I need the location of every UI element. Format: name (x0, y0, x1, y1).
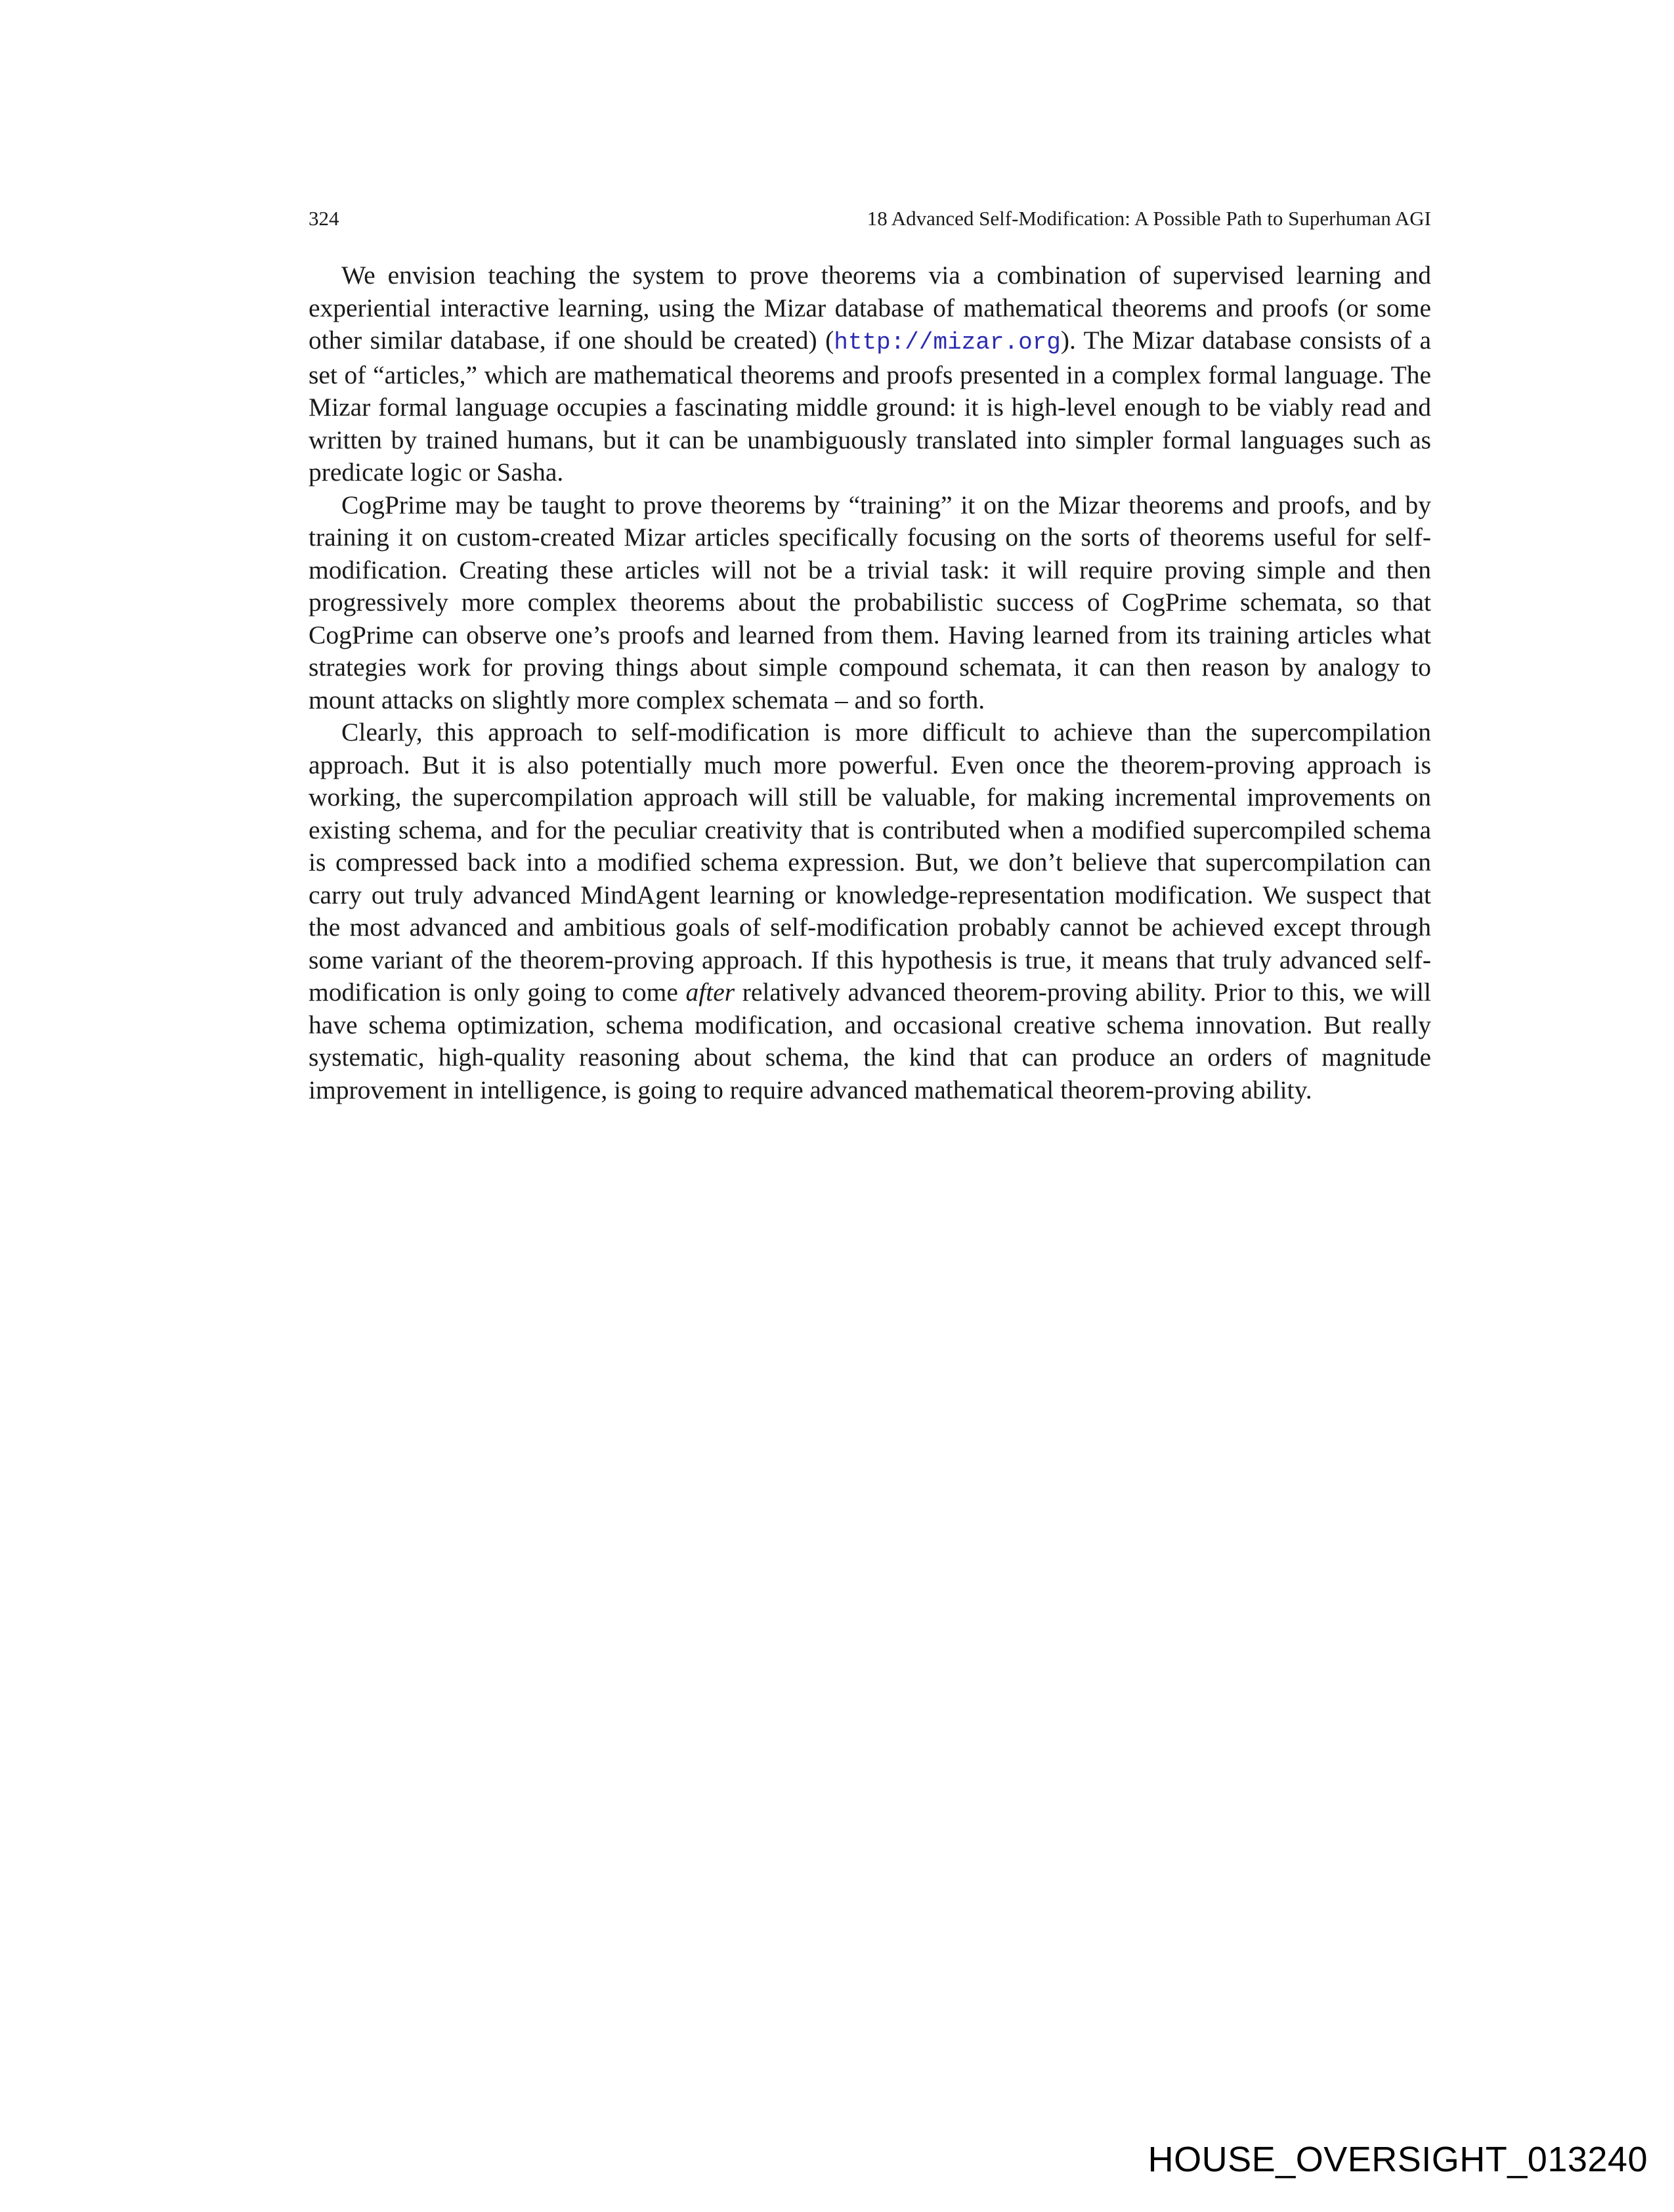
body-text (309, 259, 1431, 1106)
paragraph-3-text-a: Clearly, this approach to self-modification is more difficult to achieve than the supercompilation approach. But it is also potentially much more powerful. Even once the theorem-proving approach is working, the supercompilation approach will still be valuable, for making incremental improvements on existing schema, and for the peculiar creativity that is contributed when a modified supercompiled schema is compressed back into a modified schema expression. But, we don’t believe that supercompilation can carry out truly advanced MindAgent learning or knowledge-representation modification. We suspect that the most advanced and ambitious goals of self-modification probably cannot be achieved except through some variant of the theorem-proving approach. If this hypothesis is true, it means that truly advanced self-modification is only going to come (309, 718, 1431, 1007)
running-title: 18 Advanced Self-Modification: A Possible Path to Superhuman AGI (867, 207, 1431, 230)
page-number: 324 (309, 207, 339, 230)
paragraph-3-text-b: relatively advanced theorem-proving ability. Prior to this, we will have schema optimization, schema modification, and occasional creative schema innovation. But really systematic, high-quality reasoning about schema, the kind that can produce an orders of magnitude improvement in intelligence, is going to require advanced mathematical theorem-proving ability. (309, 978, 1432, 1104)
mizar-link[interactable]: http://mizar.org (834, 329, 1061, 356)
paragraph-1-text-b: ). The Mizar database consists of a set of “articles,” which are mathematical theorems and proofs presented in a complex formal language. The Mizar formal language occupies a fascinating middle ground: it is high-level enough to be viably read and written by trained humans, but it can be unambiguously translated into simpler formal languages such as predicate logic or Sasha. (309, 326, 1431, 487)
paragraph-3 (309, 716, 1431, 1106)
page-header (309, 207, 1431, 240)
paragraph-1-text-a: We envision teaching the system to prove theorems via a combination of supervised learning and experiential interactive learning, using the Mizar database of mathematical theorems and proofs (or some other similar database, if one should be created) ( (309, 261, 1431, 355)
bates-stamp: HOUSE_OVERSIGHT_013240 (1148, 2140, 1648, 2179)
paragraph-2: CogPrime may be taught to prove theorems by “training” it on the Mizar theorems and proofs, and by training it on custom-created Mizar articles specifically focusing on the sorts of theorems useful for self-modification. Creating these articles will not be a trivial task: it will require proving simple and then progressively more complex theorems about the probabilistic success of CogPrime schemata, so that CogPrime can observe one’s proofs and learned from them. Having learned from its training articles what strategies work for proving things about simple compound schemata, it can then reason by analogy to mount attacks on slightly more complex schemata – and so forth. (309, 490, 1431, 714)
paragraph-1 (309, 259, 1431, 489)
emphasis-after: after (685, 978, 735, 1007)
